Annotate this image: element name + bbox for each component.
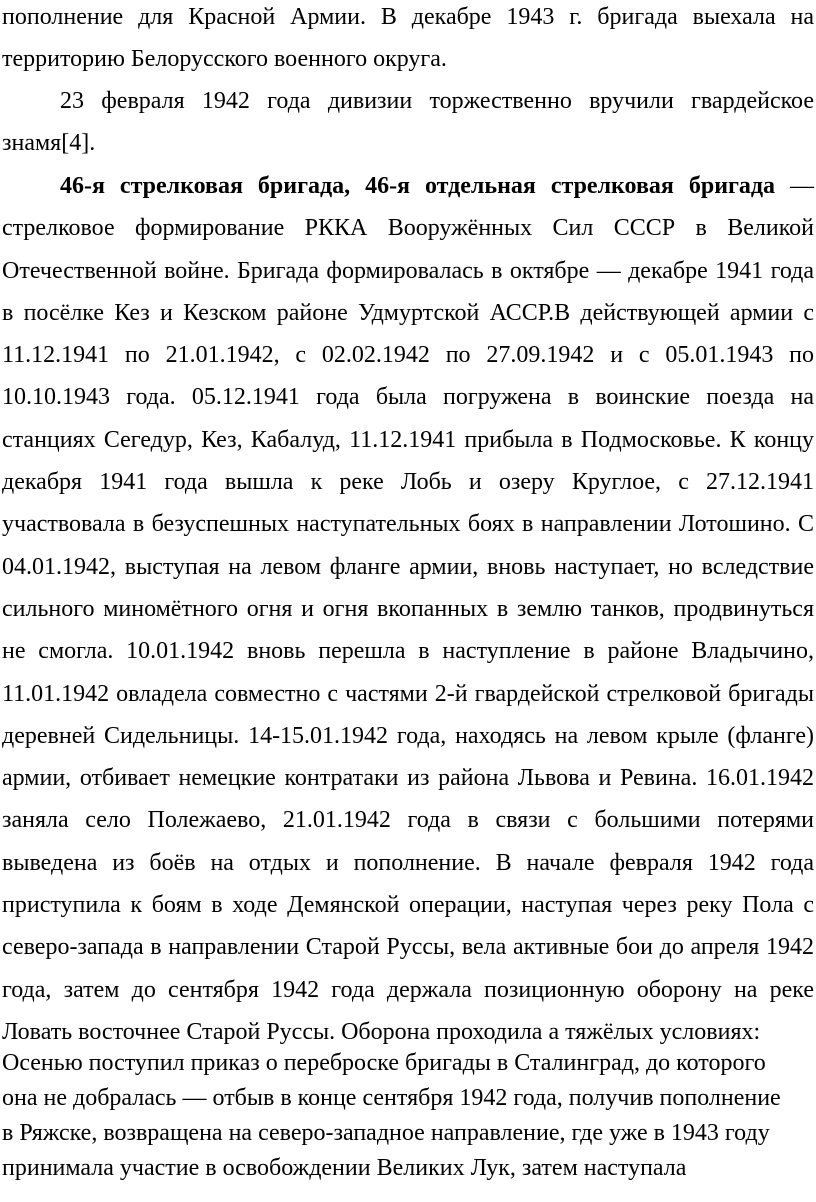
paragraph-text: пополнение для Красной Армии. В декабре 1943 г. бригада выехала на территорию Белорусского военного округа.: [2, 4, 814, 73]
paragraph-continuation: [2, 0, 814, 81]
paragraph-banner: 23 февраля 1942 года дивизии торжественно вручили гвардейское знамя[4].: [2, 88, 814, 157]
paragraph-brigade: [2, 165, 814, 1053]
brigade-description: — стрелковое формирование РККА Вооружённых Сил СССР в Великой Отечественной войне. Бригада формировалась в октябре — декабре 1941 года в посёлке Кез и Кезском районе Удмуртской АССР.В действующей армии с 11.12.1941 по 21.01.1942, с 02.02.1942 по 27.09.1942 и с 05.01.1943 по 10.10.1943 года. 05.12.1941 года была погружена в воинские поезда на станциях Сегедур, Кез, Кабалуд, 11.12.1941 прибыла в Подмосковье. К концу декабря 1941 года вышла к реке Лобь и озеру Круглое, с 27.12.1941 участвовала в безуспешных наступательных боях в направлении Лотошино. С 04.01.1942, выступая на левом фланге армии, вновь наступает, но вследствие сильного миномётного огня и огня вкопанных в землю танков, продвинуться не смогла. 10.01.1942 вновь перешла в наступление в районе Владычино, 11.01.1942 овладела совместно с частями 2-й гвардейской стрелковой бригады деревней Сидельницы. 14-15.01.1942 года, находясь на левом крыле (фланге) армии, отбивает немецкие контратаки из района Львова и Ревина. 16.01.1942 заняла село Полежаево, 21.01.1942 года в связи с большими потерями выведена из боёв на отдых и пополнение. В начале февраля 1942 года приступила к боям в ходе Демянской операции, наступая через реку Пола с северо-запада в направлении Старой Руссы, вела активные бои до апреля 1942 года, затем до сентября 1942 года держала позиционную оборону на реке Ловать восточнее Старой Руссы. Оборона проходила а тяжёлых условиях:: [2, 173, 815, 1045]
paragraph-autumn: Осенью поступил приказ о переброске бригады в Сталинград, до которого она не добралась — отбыв в конце сентября 1942 года, получив пополнение в Ряжске, возвращена на северо-западное направление, где уже в 1943 году принимала участие в освобождении Великих Лук, затем наступала: [2, 1050, 781, 1181]
brigade-title: 46-я стрелковая бригада, 46-я отдельная стрелковая бригада: [60, 173, 776, 199]
